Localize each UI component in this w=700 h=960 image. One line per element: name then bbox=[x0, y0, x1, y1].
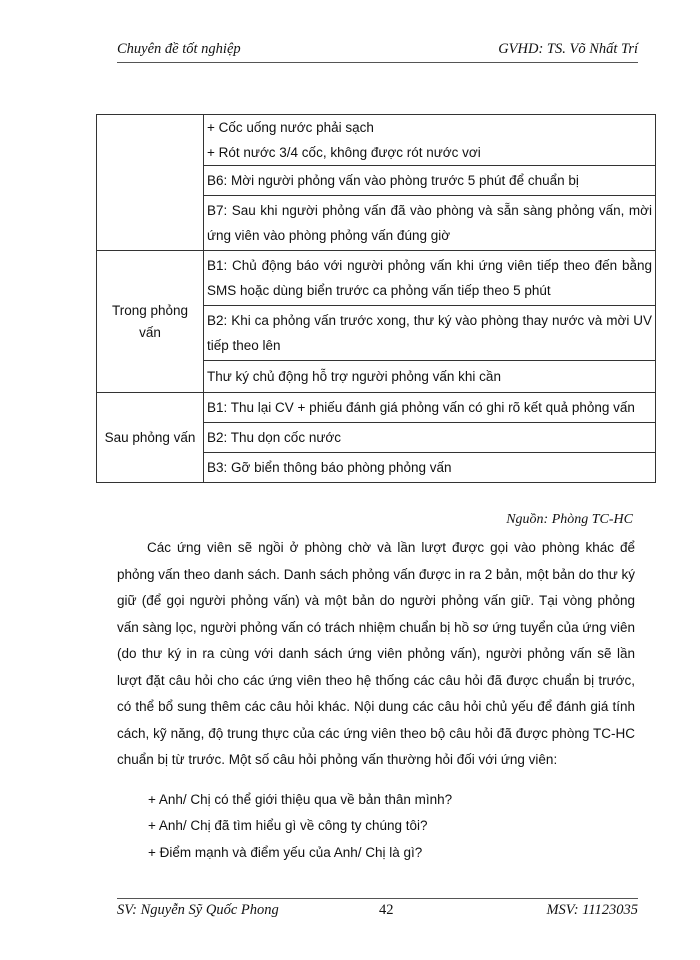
stage-cell-continued bbox=[97, 115, 204, 251]
header-supervisor: GVHD: TS. Võ Nhất Trí bbox=[498, 41, 638, 57]
page-number: 42 bbox=[379, 902, 394, 918]
step-cell: B1: Thu lại CV + phiếu đánh giá phỏng vấn có ghi rõ kết quả phỏng vấn bbox=[204, 393, 656, 423]
step-cell: Thư ký chủ động hỗ trợ người phỏng vấn khi cần bbox=[204, 361, 656, 393]
step-cell: + Cốc uống nước phải sạch bbox=[204, 115, 656, 141]
step-cell: B1: Chủ động báo với người phỏng vấn khi ứng viên tiếp theo đến bằng SMS hoặc dùng biển trước ca phỏng vấn tiếp theo 5 phút bbox=[204, 251, 656, 306]
footer-student: SV: Nguyễn Sỹ Quốc Phong bbox=[117, 902, 279, 918]
interview-procedure-table bbox=[96, 114, 656, 483]
step-cell: B7: Sau khi người phỏng vấn đã vào phòng và sẵn sàng phỏng vấn, mời ứng viên vào phòng phỏng vấn đúng giờ bbox=[204, 196, 656, 251]
table-row bbox=[97, 115, 656, 141]
step-cell: + Rót nước 3/4 cốc, không được rót nước vơi bbox=[204, 140, 656, 166]
header-title: Chuyên đề tốt nghiệp bbox=[117, 41, 241, 57]
stage-cell-during: Trong phỏng vấn bbox=[97, 251, 204, 393]
question-item: + Điểm mạnh và điểm yếu của Anh/ Chị là gì? bbox=[148, 845, 423, 860]
footer-student-id: MSV: 11123035 bbox=[546, 902, 638, 918]
stage-cell-after: Sau phỏng vấn bbox=[97, 393, 204, 483]
question-item: + Anh/ Chị đã tìm hiểu gì về công ty chúng tôi? bbox=[148, 818, 428, 833]
table-source: Nguồn: Phòng TC-HC bbox=[506, 512, 633, 527]
step-cell: B2: Khi ca phỏng vấn trước xong, thư ký vào phòng thay nước và mời UV tiếp theo lên bbox=[204, 306, 656, 361]
step-cell: B2: Thu dọn cốc nước bbox=[204, 423, 656, 453]
question-item: + Anh/ Chị có thể giới thiệu qua về bản thân mình? bbox=[148, 792, 453, 807]
page-header bbox=[117, 38, 638, 63]
page-footer bbox=[117, 898, 638, 923]
step-cell: B3: Gỡ biển thông báo phòng phỏng vấn bbox=[204, 453, 656, 483]
table-row bbox=[97, 393, 656, 423]
body-paragraph: Các ứng viên sẽ ngồi ở phòng chờ và lần lượt được gọi vào phòng khác để phỏng vấn theo danh sách. Danh sách phỏng vấn được in ra 2 bản, một bản do thư ký giữ (để gọi người phỏng vấn) và một bản do người phỏng vấn giữ. Tại vòng phỏng vấn sàng lọc, người phỏng vấn có trách nhiệm chuẩn bị hồ sơ ứng tuyển của ứng viên (do thư ký in ra cùng với danh sách ứng viên phỏng vấn), người phỏng vấn sẽ lần lượt đặt câu hỏi cho các ứng viên theo hệ thống các câu hỏi đã được chuẩn bị trước, có thể bổ sung thêm các câu hỏi khác. Nội dung các câu hỏi chủ yếu để đánh giá tính cách, kỹ năng, độ trung thực của các ứng viên theo bộ câu hỏi đã được phòng TC-HC chuẩn bị từ trước. Một số câu hỏi phỏng vấn thường hỏi đối với ứng viên: bbox=[117, 540, 635, 767]
table-row bbox=[97, 251, 656, 306]
step-cell: B6: Mời người phỏng vấn vào phòng trước 5 phút để chuẩn bị bbox=[204, 166, 656, 196]
